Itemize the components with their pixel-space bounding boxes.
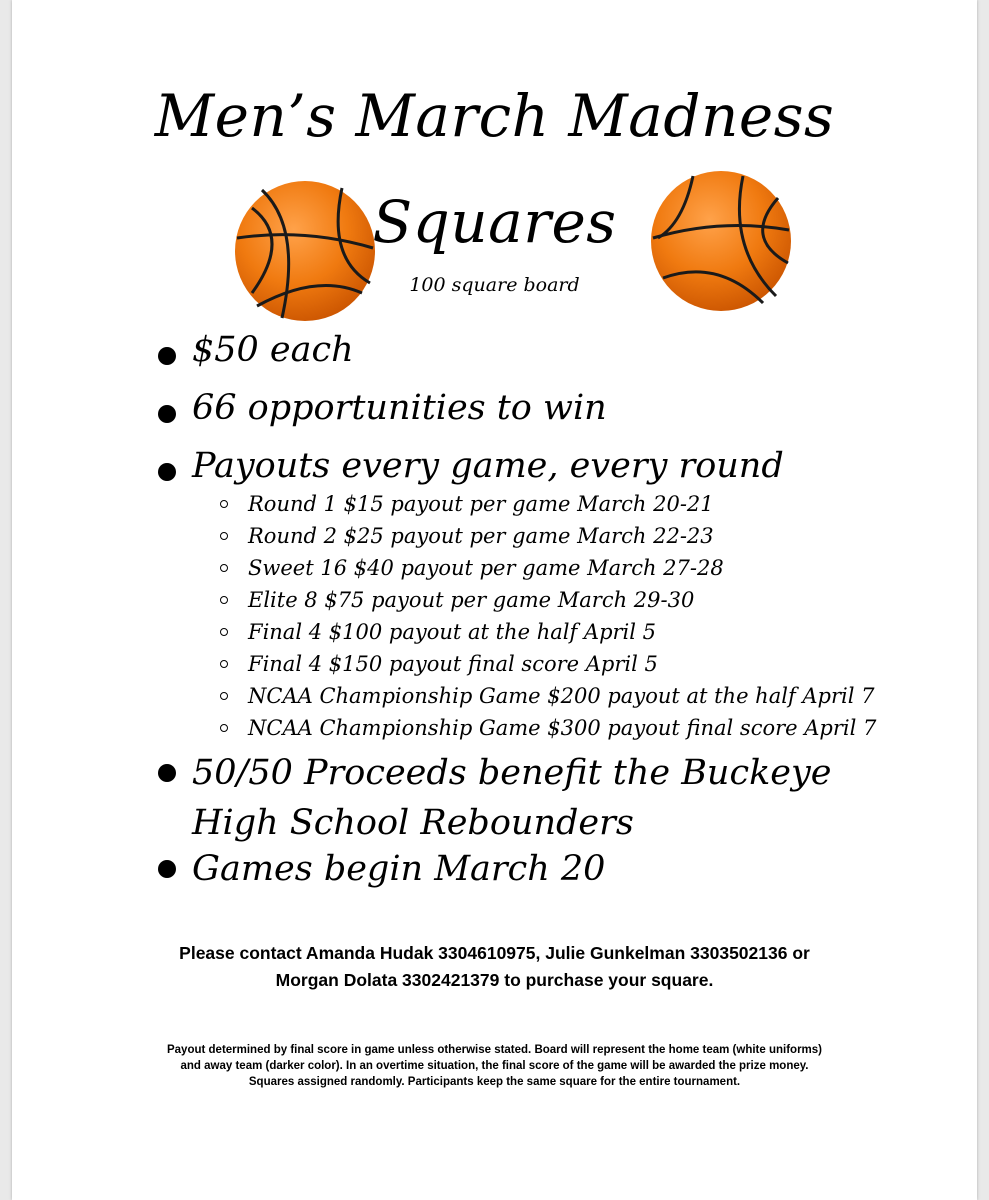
circle-bullet-icon xyxy=(220,628,228,636)
flyer-page xyxy=(12,0,977,1200)
circle-bullet-icon xyxy=(220,596,228,604)
contact-line-2: Morgan Dolata 3302421379 to purchase your square. xyxy=(275,970,714,990)
list-item-games-begin xyxy=(152,844,852,894)
round-item xyxy=(220,488,852,520)
list-item-proceeds xyxy=(152,748,852,844)
round-text: Round 2 $25 payout per game March 22-23 xyxy=(248,524,714,548)
fine-print-line-1: Payout determined by final score in game unless otherwise stated. Board will represent the home team (white uniforms) xyxy=(166,1044,822,1056)
round-text: Final 4 $150 payout final score April 5 xyxy=(248,652,658,676)
bullet-dot-icon xyxy=(158,347,176,365)
opportunities-text: 66 opportunities to win xyxy=(192,388,607,428)
bullet-dot-icon xyxy=(158,405,176,423)
round-text: Elite 8 $75 payout per game March 29-30 xyxy=(248,588,695,612)
round-item xyxy=(220,616,852,648)
circle-bullet-icon xyxy=(220,500,228,508)
round-item xyxy=(220,680,875,712)
proceeds-text: 50/50 Proceeds benefit the Buckeye High School Rebounders xyxy=(192,753,832,843)
contact-line-1: Please contact Amanda Hudak 3304610975, Julie Gunkelman 3303502136 or xyxy=(179,943,810,963)
list-item-payouts xyxy=(152,446,852,488)
price-text: $50 each xyxy=(192,330,354,370)
round-item xyxy=(220,520,852,552)
details-list xyxy=(152,330,877,894)
round-text: NCAA Championship Game $300 payout final score April 7 xyxy=(248,716,877,740)
round-text: Round 1 $15 payout per game March 20-21 xyxy=(248,492,714,516)
title-line-1: Men’s March Madness xyxy=(154,82,835,150)
fine-print xyxy=(12,1042,977,1090)
round-text: Sweet 16 $40 payout per game March 27-28 xyxy=(248,556,724,580)
circle-bullet-icon xyxy=(220,532,228,540)
games-begin-text: Games begin March 20 xyxy=(192,849,606,889)
round-item xyxy=(220,712,877,744)
contact-info xyxy=(12,940,977,994)
bullet-dot-icon xyxy=(158,463,176,481)
bullet-dot-icon xyxy=(158,764,176,782)
list-item-opportunities xyxy=(152,388,852,446)
circle-bullet-icon xyxy=(220,692,228,700)
round-text: NCAA Championship Game $200 payout at the half April 7 xyxy=(248,684,875,708)
round-text: Final 4 $100 payout at the half April 5 xyxy=(248,620,657,644)
round-item xyxy=(220,648,852,680)
rounds-sublist xyxy=(220,488,877,744)
payouts-text: Payouts every game, every round xyxy=(192,446,784,486)
rounds-sublist-wrapper xyxy=(152,488,877,744)
fine-print-line-3: Squares assigned randomly. Participants keep the same square for the entire tournament. xyxy=(248,1076,741,1088)
circle-bullet-icon xyxy=(220,660,228,668)
bullet-dot-icon xyxy=(158,860,176,878)
board-subtitle: 100 square board xyxy=(409,274,580,296)
round-item xyxy=(220,552,852,584)
title-line-2: Squares xyxy=(372,188,617,256)
round-item xyxy=(220,584,852,616)
circle-bullet-icon xyxy=(220,724,228,732)
list-item-price xyxy=(152,330,852,388)
circle-bullet-icon xyxy=(220,564,228,572)
fine-print-line-2: and away team (darker color). In an overtime situation, the final score of the game will be awarded the prize money. xyxy=(180,1060,809,1072)
